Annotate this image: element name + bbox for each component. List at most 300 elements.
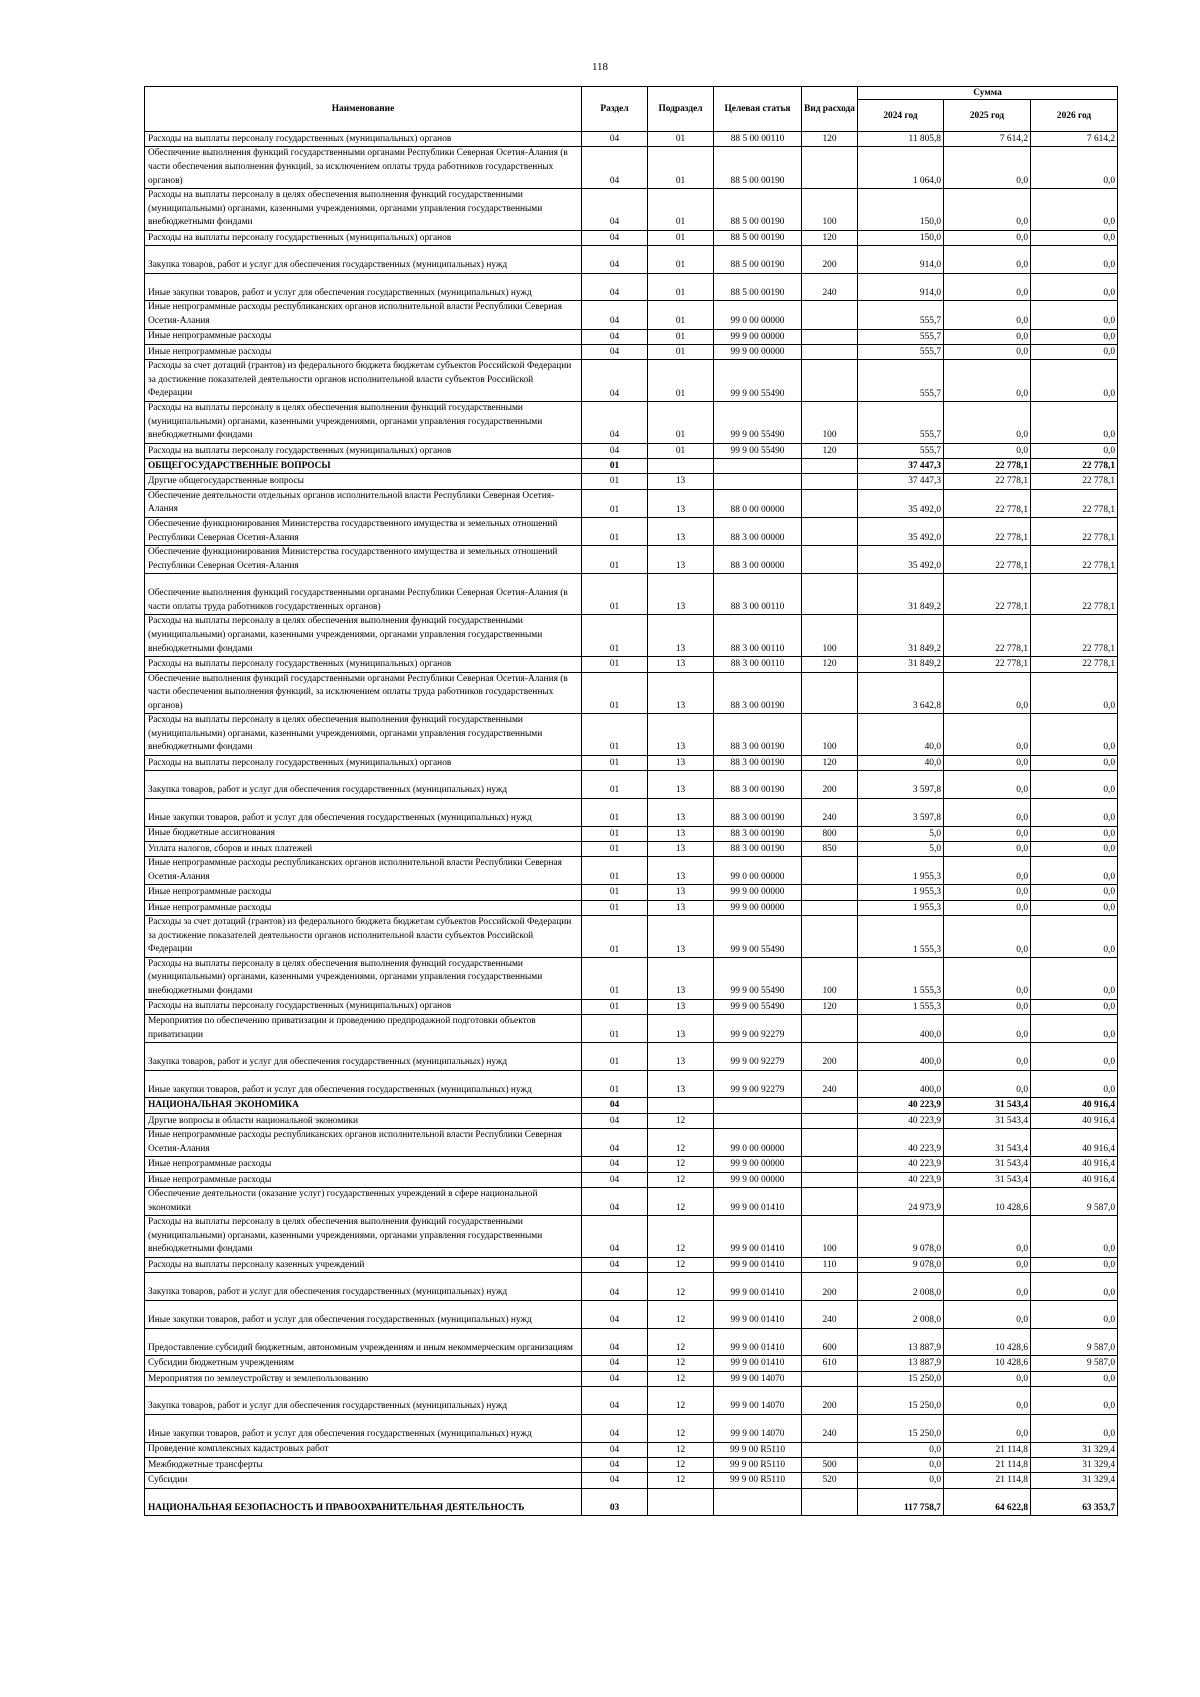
table-row [145,230,1118,245]
row-value-2024-cell: 40 223,9 [858,1098,944,1113]
row-subsection-cell: 13 [648,714,714,756]
table-row [145,1328,1118,1356]
row-value-2026-cell: 0,0 [1031,329,1118,344]
row-name-cell: Обеспечение выполнения функций государственными органами Республики Северная Осетия-Алания (в части обеспечения выполнения функций, за исключением оплаты труда работников государственных органов) [145,147,582,189]
row-value-2024-cell: 40,0 [858,755,944,770]
row-name-cell: Иные непрограммные расходы республиканских органов исполнительной власти Республики Северная Осетия-Алания [145,301,582,329]
row-name-cell: Иные закупки товаров, работ и услуг для обеспечения государственных (муниципальных) нужд [145,1070,582,1098]
row-name-cell: Расходы на выплаты персоналу государственных (муниципальных) органов [145,132,582,147]
row-target-cell: 88 3 00 00190 [714,672,802,714]
row-name-cell: Закупка товаров, работ и услуг для обеспечения государственных (муниципальных) нужд [145,1387,582,1415]
row-value-2026-cell: 0,0 [1031,443,1118,458]
row-target-cell: 99 9 00 92279 [714,1043,802,1071]
row-value-2026-cell: 0,0 [1031,1414,1118,1442]
row-subsection-cell: 12 [648,1300,714,1328]
row-value-2024-cell: 3 597,8 [858,798,944,826]
row-value-2026-cell: 22 778,1 [1031,459,1118,474]
row-target-cell: 88 5 00 00190 [714,189,802,231]
row-target-cell: 99 9 00 01410 [714,1356,802,1371]
row-name-cell: Иные непрограммные расходы [145,1157,582,1172]
row-subsection-cell: 12 [648,1172,714,1187]
row-value-2025-cell: 22 778,1 [944,489,1031,517]
row-section-cell: 01 [582,672,648,714]
row-value-2026-cell: 0,0 [1031,916,1118,958]
row-value-2026-cell: 0,0 [1031,147,1118,189]
row-value-2025-cell: 0,0 [944,672,1031,714]
row-value-2024-cell: 1 064,0 [858,147,944,189]
row-value-2025-cell: 64 622,8 [944,1488,1031,1516]
row-section-cell: 01 [582,857,648,885]
row-kind-cell [802,1188,858,1216]
table-row [145,1014,1118,1042]
row-value-2025-cell: 0,0 [944,1014,1031,1042]
row-value-2025-cell: 10 428,6 [944,1188,1031,1216]
row-target-cell: 88 3 00 00190 [714,826,802,841]
table-row [145,1070,1118,1098]
row-value-2024-cell: 9 078,0 [858,1216,944,1258]
table-row [145,1387,1118,1415]
row-value-2026-cell: 0,0 [1031,1273,1118,1301]
row-target-cell: 99 0 00 00000 [714,857,802,885]
row-value-2025-cell: 0,0 [944,301,1031,329]
row-subsection-cell: 12 [648,1113,714,1128]
row-kind-cell [802,857,858,885]
row-target-cell: 88 3 00 00110 [714,657,802,672]
table-row [145,1129,1118,1157]
row-subsection-cell: 13 [648,489,714,517]
row-section-cell: 01 [582,459,648,474]
row-target-cell: 99 9 00 92279 [714,1070,802,1098]
row-name-cell: Обеспечение функционирования Министерства государственного имущества и земельных отношений Республики Северная Осетия-Алания [145,546,582,574]
row-target-cell: 99 9 00 R5110 [714,1442,802,1457]
row-subsection-cell: 01 [648,344,714,359]
row-value-2025-cell: 31 543,4 [944,1172,1031,1187]
row-target-cell: 99 9 00 00000 [714,1157,802,1172]
row-section-cell: 04 [582,1172,648,1187]
table-row [145,916,1118,958]
row-target-cell: 88 3 00 00110 [714,574,802,615]
row-value-2026-cell: 22 778,1 [1031,489,1118,517]
row-value-2024-cell: 40 223,9 [858,1157,944,1172]
table-row [145,885,1118,900]
row-target-cell: 88 0 00 00000 [714,489,802,517]
row-target-cell [714,474,802,489]
row-section-cell: 01 [582,489,648,517]
header-expense-kind: Вид расхода [802,87,858,132]
row-value-2025-cell: 0,0 [944,957,1031,999]
row-section-cell: 03 [582,1488,648,1516]
row-target-cell: 88 3 00 00190 [714,798,802,826]
table-row [145,1257,1118,1272]
row-kind-cell [802,360,858,402]
table-row [145,246,1118,274]
row-name-cell: Другие общегосударственные вопросы [145,474,582,489]
row-target-cell: 99 9 00 00000 [714,344,802,359]
row-name-cell: Обеспечение функционирования Министерства государственного имущества и земельных отношений Республики Северная Осетия-Алания [145,517,582,545]
row-subsection-cell: 01 [648,230,714,245]
row-kind-cell [802,1371,858,1386]
row-kind-cell [802,916,858,958]
row-kind-cell: 100 [802,714,858,756]
row-value-2026-cell: 22 778,1 [1031,546,1118,574]
row-section-cell: 04 [582,402,648,444]
row-name-cell: Расходы на выплаты персоналу в целях обеспечения выполнения функций государственными (муниципальными) органами, казенными учреждениями, органами управления государственными внебюджетными фондами [145,189,582,231]
row-kind-cell [802,459,858,474]
header-section: Раздел [582,87,648,132]
row-name-cell: Обеспечение деятельности (оказание услуг) государственных учреждений в сфере национальной экономики [145,1188,582,1216]
row-value-2024-cell: 40 223,9 [858,1172,944,1187]
row-target-cell: 88 3 00 00190 [714,771,802,799]
row-value-2025-cell: 31 543,4 [944,1129,1031,1157]
row-kind-cell [802,1172,858,1187]
row-subsection-cell: 13 [648,615,714,657]
row-section-cell: 04 [582,132,648,147]
row-value-2025-cell: 22 778,1 [944,657,1031,672]
row-kind-cell: 520 [802,1473,858,1488]
row-target-cell: 99 0 00 00000 [714,1129,802,1157]
row-name-cell: Закупка товаров, работ и услуг для обеспечения государственных (муниципальных) нужд [145,246,582,274]
row-kind-cell [802,1014,858,1042]
row-target-cell: 99 9 00 14070 [714,1414,802,1442]
table-row [145,1188,1118,1216]
table-row [145,1273,1118,1301]
row-section-cell: 01 [582,771,648,799]
row-kind-cell: 120 [802,657,858,672]
row-value-2026-cell: 0,0 [1031,999,1118,1014]
row-value-2024-cell: 31 849,2 [858,574,944,615]
table-row [145,132,1118,147]
row-name-cell: Иные непрограммные расходы республиканских органов исполнительной власти Республики Северная Осетия-Алания [145,857,582,885]
row-section-cell: 04 [582,1273,648,1301]
table-row [145,459,1118,474]
row-target-cell: 99 9 00 00000 [714,1172,802,1187]
row-subsection-cell: 13 [648,841,714,856]
table-row [145,1098,1118,1113]
row-value-2025-cell: 0,0 [944,344,1031,359]
row-target-cell: 99 9 00 R5110 [714,1457,802,1472]
row-section-cell: 04 [582,1157,648,1172]
row-subsection-cell: 12 [648,1188,714,1216]
row-value-2024-cell: 37 447,3 [858,474,944,489]
row-value-2026-cell: 0,0 [1031,344,1118,359]
table-row [145,574,1118,615]
row-subsection-cell: 12 [648,1328,714,1356]
row-kind-cell [802,344,858,359]
row-value-2026-cell: 0,0 [1031,885,1118,900]
row-value-2025-cell: 0,0 [944,755,1031,770]
row-name-cell: Расходы на выплаты персоналу государственных (муниципальных) органов [145,999,582,1014]
row-section-cell: 01 [582,714,648,756]
table-row [145,1457,1118,1472]
row-kind-cell: 110 [802,1257,858,1272]
row-target-cell: 99 0 00 00000 [714,301,802,329]
row-section-cell: 04 [582,230,648,245]
row-subsection-cell: 12 [648,1473,714,1488]
row-section-cell: 04 [582,1473,648,1488]
table-row [145,443,1118,458]
row-subsection-cell: 13 [648,574,714,615]
table-row [145,402,1118,444]
row-value-2025-cell: 0,0 [944,329,1031,344]
row-subsection-cell: 13 [648,916,714,958]
row-name-cell: Обеспечение выполнения функций государственными органами Республики Северная Осетия-Алания (в части оплаты труда работников государственных органов) [145,574,582,615]
table-row [145,1356,1118,1371]
row-kind-cell [802,900,858,915]
row-kind-cell: 120 [802,132,858,147]
row-target-cell: 88 5 00 00110 [714,132,802,147]
row-name-cell: Мероприятия по обеспечению приватизации и проведению предпродажной подготовки объектов приватизации [145,1014,582,1042]
row-value-2026-cell: 9 587,0 [1031,1328,1118,1356]
row-name-cell: Расходы на выплаты персоналу государственных (муниципальных) органов [145,657,582,672]
row-value-2026-cell: 0,0 [1031,826,1118,841]
row-kind-cell: 100 [802,189,858,231]
row-subsection-cell: 13 [648,900,714,915]
table-row [145,1300,1118,1328]
table-row [145,1216,1118,1258]
row-subsection-cell: 13 [648,885,714,900]
row-section-cell: 01 [582,798,648,826]
row-name-cell: Расходы за счет дотаций (грантов) из федерального бюджета бюджетам субъектов Российской Федерации за достижение показателей деятельности органов исполнительной власти субъектов Российской Федерации [145,360,582,402]
row-subsection-cell: 13 [648,546,714,574]
table-row [145,957,1118,999]
row-value-2026-cell: 9 587,0 [1031,1188,1118,1216]
row-name-cell: Расходы на выплаты персоналу в целях обеспечения выполнения функций государственными (муниципальными) органами, казенными учреждениями, органами управления государственными внебюджетными фондами [145,402,582,444]
row-value-2025-cell: 0,0 [944,1371,1031,1386]
row-target-cell: 99 9 00 55490 [714,360,802,402]
row-kind-cell [802,1442,858,1457]
table-row [145,546,1118,574]
row-value-2024-cell: 35 492,0 [858,489,944,517]
row-value-2025-cell: 0,0 [944,714,1031,756]
row-kind-cell: 200 [802,246,858,274]
row-name-cell: НАЦИОНАЛЬНАЯ ЭКОНОМИКА [145,1098,582,1113]
row-section-cell: 01 [582,755,648,770]
row-value-2026-cell: 22 778,1 [1031,615,1118,657]
row-subsection-cell: 13 [648,672,714,714]
row-section-cell: 04 [582,1442,648,1457]
row-name-cell: Иные непрограммные расходы республиканских органов исполнительной власти Республики Северная Осетия-Алания [145,1129,582,1157]
row-value-2025-cell: 0,0 [944,1300,1031,1328]
row-value-2026-cell: 0,0 [1031,402,1118,444]
row-target-cell: 99 9 00 01410 [714,1257,802,1272]
row-value-2026-cell: 0,0 [1031,714,1118,756]
row-value-2025-cell: 31 543,4 [944,1113,1031,1128]
row-value-2024-cell: 1 955,3 [858,885,944,900]
header-subsection: Подраздел [648,87,714,132]
row-value-2024-cell: 9 078,0 [858,1257,944,1272]
row-value-2024-cell: 1 955,3 [858,857,944,885]
row-section-cell: 01 [582,826,648,841]
row-name-cell: Расходы на выплаты персоналу государственных (муниципальных) органов [145,755,582,770]
row-kind-cell [802,147,858,189]
row-value-2026-cell: 0,0 [1031,755,1118,770]
table-row [145,798,1118,826]
row-value-2024-cell: 1 955,3 [858,900,944,915]
row-kind-cell: 120 [802,443,858,458]
row-target-cell: 88 5 00 00190 [714,230,802,245]
row-value-2025-cell: 22 778,1 [944,574,1031,615]
row-value-2024-cell: 11 805,8 [858,132,944,147]
row-name-cell: Иные бюджетные ассигнования [145,826,582,841]
row-target-cell: 99 9 00 01410 [714,1300,802,1328]
header-target-article: Целевая статья [714,87,802,132]
row-name-cell: Расходы на выплаты персоналу казенных учреждений [145,1257,582,1272]
row-target-cell: 88 5 00 00190 [714,273,802,301]
row-target-cell: 99 9 00 01410 [714,1328,802,1356]
row-kind-cell: 240 [802,1414,858,1442]
row-value-2026-cell: 0,0 [1031,230,1118,245]
row-value-2024-cell: 400,0 [858,1014,944,1042]
row-value-2024-cell: 555,7 [858,402,944,444]
row-value-2026-cell: 63 353,7 [1031,1488,1118,1516]
row-value-2025-cell: 0,0 [944,900,1031,915]
table-row [145,672,1118,714]
row-section-cell: 01 [582,957,648,999]
row-name-cell: Иные непрограммные расходы [145,900,582,915]
table-row [145,474,1118,489]
row-target-cell: 88 5 00 00190 [714,147,802,189]
row-kind-cell: 850 [802,841,858,856]
row-subsection-cell [648,1098,714,1113]
row-target-cell: 88 5 00 00190 [714,246,802,274]
row-value-2025-cell: 0,0 [944,273,1031,301]
header-sum: Сумма [858,87,1118,100]
row-value-2024-cell: 555,7 [858,329,944,344]
row-value-2024-cell: 2 008,0 [858,1300,944,1328]
row-section-cell: 04 [582,329,648,344]
table-row [145,1157,1118,1172]
row-kind-cell: 200 [802,1043,858,1071]
row-section-cell: 01 [582,657,648,672]
row-value-2026-cell: 40 916,4 [1031,1172,1118,1187]
row-section-cell: 04 [582,1216,648,1258]
row-name-cell: Расходы на выплаты персоналу государственных (муниципальных) органов [145,230,582,245]
row-kind-cell: 100 [802,1216,858,1258]
row-section-cell: 01 [582,900,648,915]
row-subsection-cell: 01 [648,189,714,231]
row-target-cell: 88 3 00 00000 [714,546,802,574]
row-subsection-cell: 13 [648,999,714,1014]
table-row [145,841,1118,856]
row-value-2025-cell: 21 114,8 [944,1442,1031,1457]
row-kind-cell: 500 [802,1457,858,1472]
row-section-cell: 04 [582,1113,648,1128]
row-value-2024-cell: 400,0 [858,1043,944,1071]
row-subsection-cell: 13 [648,474,714,489]
row-value-2025-cell: 22 778,1 [944,459,1031,474]
row-value-2026-cell: 0,0 [1031,798,1118,826]
row-section-cell: 01 [582,474,648,489]
row-value-2025-cell: 0,0 [944,826,1031,841]
table-row [145,900,1118,915]
row-value-2026-cell: 0,0 [1031,1371,1118,1386]
row-kind-cell: 610 [802,1356,858,1371]
row-kind-cell [802,489,858,517]
row-name-cell: Иные закупки товаров, работ и услуг для обеспечения государственных (муниципальных) нужд [145,1300,582,1328]
row-subsection-cell: 12 [648,1371,714,1386]
row-target-cell [714,1488,802,1516]
row-value-2025-cell: 10 428,6 [944,1328,1031,1356]
row-name-cell: Уплата налогов, сборов и иных платежей [145,841,582,856]
row-value-2026-cell: 0,0 [1031,900,1118,915]
row-name-cell: Иные непрограммные расходы [145,329,582,344]
row-subsection-cell: 12 [648,1356,714,1371]
row-kind-cell [802,574,858,615]
row-section-cell: 04 [582,1098,648,1113]
row-target-cell: 88 3 00 00000 [714,517,802,545]
row-target-cell: 99 9 00 14070 [714,1387,802,1415]
row-value-2026-cell: 0,0 [1031,841,1118,856]
row-value-2025-cell: 0,0 [944,230,1031,245]
row-name-cell: Расходы на выплаты персоналу в целях обеспечения выполнения функций государственными (муниципальными) органами, казенными учреждениями, органами управления государственными внебюджетными фондами [145,714,582,756]
row-section-cell: 04 [582,189,648,231]
row-value-2025-cell: 0,0 [944,1257,1031,1272]
row-name-cell: Предоставление субсидий бюджетным, автономным учреждениям и иным некоммерческим организациям [145,1328,582,1356]
row-value-2025-cell: 0,0 [944,999,1031,1014]
row-name-cell: Иные закупки товаров, работ и услуг для обеспечения государственных (муниципальных) нужд [145,273,582,301]
row-value-2026-cell: 0,0 [1031,771,1118,799]
row-value-2024-cell: 555,7 [858,443,944,458]
row-value-2024-cell: 31 849,2 [858,657,944,672]
row-subsection-cell: 12 [648,1414,714,1442]
row-value-2024-cell: 914,0 [858,246,944,274]
row-section-cell: 01 [582,885,648,900]
table-row [145,360,1118,402]
row-section-cell: 04 [582,301,648,329]
row-name-cell: Закупка товаров, работ и услуг для обеспечения государственных (муниципальных) нужд [145,1043,582,1071]
row-value-2025-cell: 0,0 [944,1043,1031,1071]
row-value-2026-cell: 22 778,1 [1031,474,1118,489]
row-section-cell: 01 [582,517,648,545]
row-name-cell: Иные закупки товаров, работ и услуг для обеспечения государственных (муниципальных) нужд [145,798,582,826]
row-value-2024-cell: 40 223,9 [858,1113,944,1128]
row-subsection-cell: 01 [648,360,714,402]
row-section-cell: 04 [582,360,648,402]
row-value-2026-cell: 40 916,4 [1031,1113,1118,1128]
row-value-2026-cell: 0,0 [1031,857,1118,885]
row-value-2025-cell: 10 428,6 [944,1356,1031,1371]
row-section-cell: 04 [582,147,648,189]
row-value-2025-cell: 0,0 [944,885,1031,900]
row-name-cell: Расходы на выплаты персоналу в целях обеспечения выполнения функций государственными (муниципальными) органами, казенными учреждениями, органами управления государственными внебюджетными фондами [145,615,582,657]
row-value-2025-cell: 22 778,1 [944,615,1031,657]
row-section-cell: 04 [582,1188,648,1216]
row-value-2024-cell: 40 223,9 [858,1129,944,1157]
table-row [145,1113,1118,1128]
row-kind-cell: 200 [802,1273,858,1301]
row-target-cell: 88 3 00 00190 [714,841,802,856]
row-kind-cell [802,517,858,545]
row-value-2025-cell: 0,0 [944,841,1031,856]
row-value-2024-cell: 15 250,0 [858,1414,944,1442]
row-value-2025-cell: 31 543,4 [944,1098,1031,1113]
row-kind-cell [802,301,858,329]
row-section-cell: 01 [582,615,648,657]
row-subsection-cell: 01 [648,402,714,444]
row-value-2026-cell: 22 778,1 [1031,574,1118,615]
row-subsection-cell: 13 [648,657,714,672]
row-target-cell [714,459,802,474]
row-value-2025-cell: 21 114,8 [944,1473,1031,1488]
row-name-cell: Другие вопросы в области национальной экономики [145,1113,582,1128]
table-row [145,1473,1118,1488]
row-value-2025-cell: 0,0 [944,246,1031,274]
row-value-2025-cell: 0,0 [944,1387,1031,1415]
row-target-cell: 99 9 00 01410 [714,1216,802,1258]
row-kind-cell: 240 [802,798,858,826]
row-subsection-cell: 13 [648,1014,714,1042]
row-name-cell: Расходы на выплаты персоналу в целях обеспечения выполнения функций государственными (муниципальными) органами, казенными учреждениями, органами управления государственными внебюджетными фондами [145,957,582,999]
